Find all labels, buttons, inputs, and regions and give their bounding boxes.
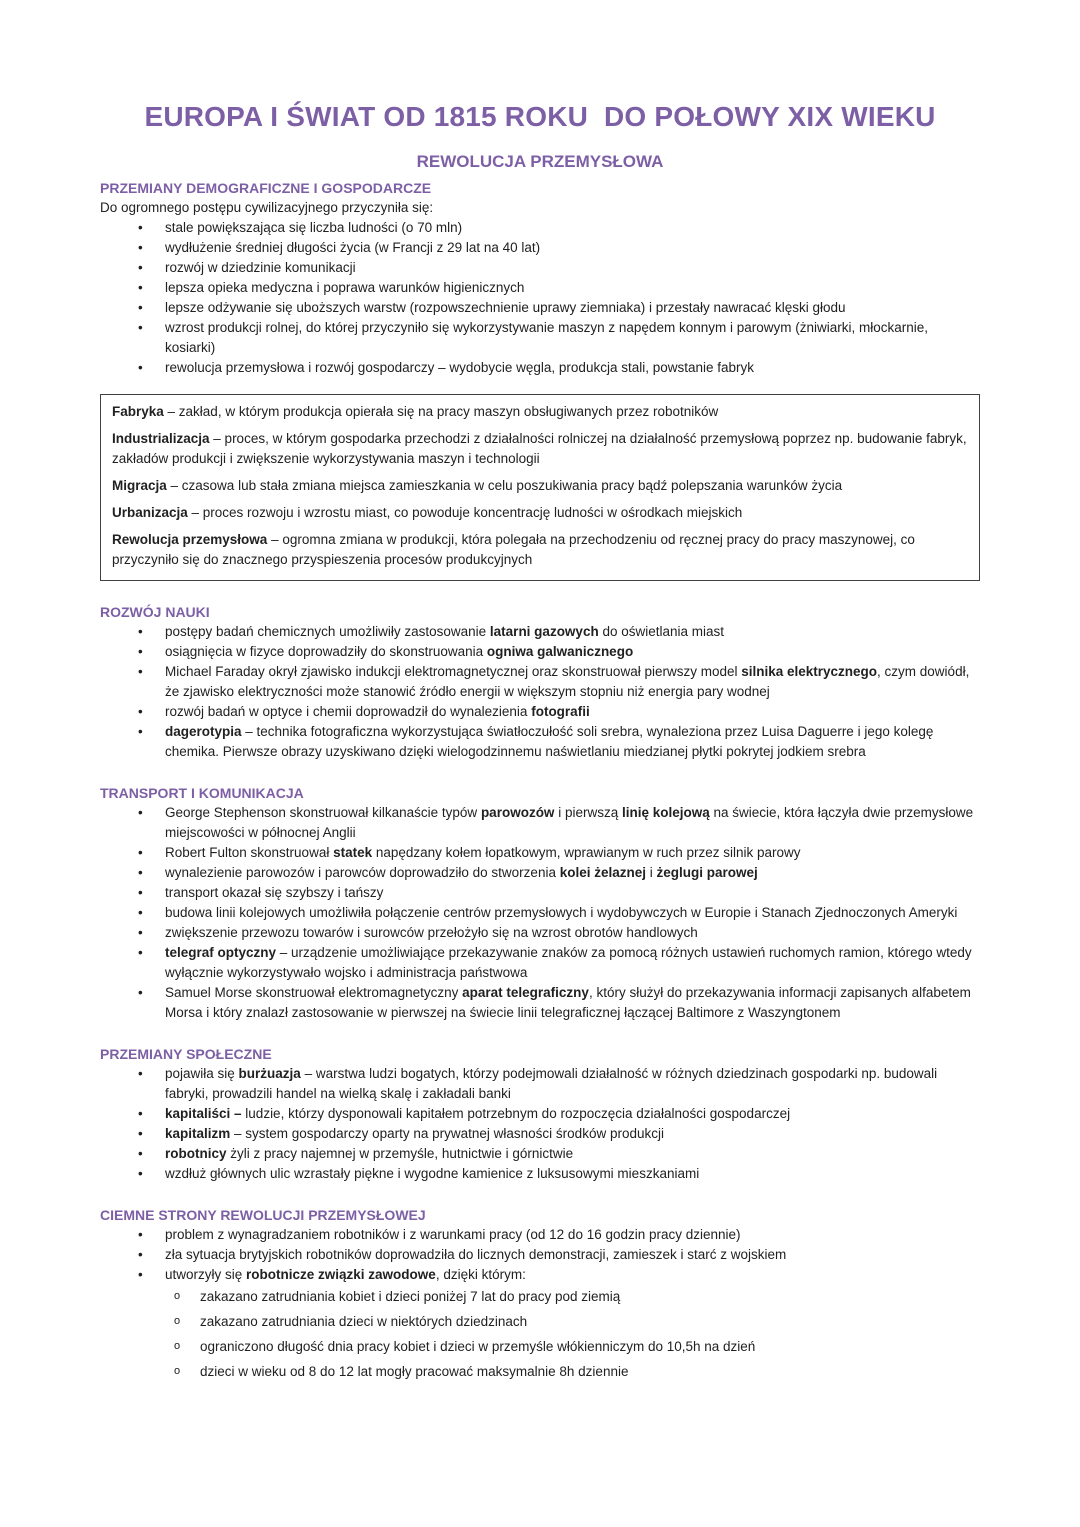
text-run: , czym dowiódł, że zjawisko elektryczności może stanowić źródło energii w większym stopniu niż energia pary wodnej: [165, 664, 970, 699]
bullet-item: [100, 298, 980, 318]
sub-bullet-list: [165, 1287, 980, 1382]
text-run: , dzięki którym:: [435, 1267, 526, 1282]
bullet-item: [100, 238, 980, 258]
text-run: zła sytuacja brytyjskich robotników doprowadziła do licznych demonstracji, zamieszek i starć z wojskiem: [165, 1247, 787, 1262]
bullet-item: [100, 943, 980, 983]
bullet-item: [100, 1144, 980, 1164]
text-run: transport okazał się szybszy i tańszy: [165, 885, 384, 900]
section-heading: ROZWÓJ NAUKI: [100, 604, 210, 620]
bold-text-run: Migracja: [112, 478, 167, 493]
bullet-item: [100, 358, 980, 378]
bullet-list: [100, 1064, 980, 1184]
section-heading: CIEMNE STRONY REWOLUCJI PRZEMYSŁOWEJ: [100, 1207, 426, 1223]
text-run: Robert Fulton skonstruował: [165, 845, 334, 860]
bullet-item: [100, 722, 980, 762]
bullet-list: [100, 622, 980, 762]
text-run: rozwój w dziedzinie komunikacji: [165, 260, 356, 275]
bold-text-run: Rewolucja przemysłowa: [112, 532, 268, 547]
bold-text-run: kolei żelaznej: [559, 865, 647, 880]
bold-text-run: aparat telegraficzny: [462, 985, 589, 1000]
bullet-item: [100, 642, 980, 662]
text-run: – warstwa ludzi bogatych, którzy podejmowali działalność w różnych dziedzinach gospodarki np. budowali fabryki, prowadzili handel na wielką skalę i zakładali banki: [165, 1066, 938, 1101]
text-run: – proces rozwoju i wzrostu miast, co powoduje koncentrację ludności w ośrodkach miejskich: [187, 505, 743, 520]
text-run: wzdłuż głównych ulic wzrastały piękne i wygodne kamienice z luksusowymi mieszkaniami: [165, 1166, 700, 1181]
definition-entry: [112, 503, 968, 523]
text-run: problem z wynagradzaniem robotników i z warunkami pracy (od 12 do 16 godzin pracy dziennie): [165, 1227, 741, 1242]
bold-text-run: latarni gazowych: [489, 624, 599, 639]
text-run: do oświetlania miast: [598, 624, 725, 639]
bullet-item: [100, 1104, 980, 1124]
text-run: napędzany kołem łopatkowym, wprawianym w ruch przez silnik parowy: [372, 845, 801, 860]
bullet-list: [100, 218, 980, 378]
bold-text-run: żeglugi parowej: [656, 865, 758, 880]
bullet-item: [100, 702, 980, 722]
bold-text-run: fotografii: [531, 704, 590, 719]
definitions-box: [100, 394, 980, 581]
sub-bullet-item: o dzieci w wieku od 8 do 12 lat mogły pracować maksymalnie 8h dziennie: [165, 1362, 980, 1382]
bullet-item: [100, 622, 980, 642]
bullet-list: [100, 1225, 980, 1382]
bold-text-run: parowozów: [480, 805, 555, 820]
bullet-item: [100, 1064, 980, 1104]
definition-entry: [112, 476, 968, 496]
text-run: , który służył do przekazywania informacji zapisanych alfabetem Morsa i który znalazł zastosowanie w pierwszej na świecie linii telegraficznej łączącej Baltimore z Waszyngtonem: [165, 985, 971, 1020]
document-sections: [100, 178, 980, 1382]
bold-text-run: Industrializacja: [112, 431, 210, 446]
text-run: żyli z pracy najemnej w przemyśle, hutnictwie i górnictwie: [226, 1146, 574, 1161]
text-run: wzrost produkcji rolnej, do której przyczyniło się wykorzystywanie maszyn z napędem konnym i parowym (żniwiarki, młockarnie, kosiarki): [165, 320, 929, 355]
bullet-item: [100, 923, 980, 943]
bullet-item: [100, 218, 980, 238]
bold-text-run: Urbanizacja: [112, 505, 188, 520]
text-run: – zakład, w którym produkcja opierała się na pracy maszyn obsługiwanych przez robotników: [163, 404, 719, 419]
text-run: – urządzenie umożliwiające przekazywanie znaków za pomocą różnych ustawień ruchomych ramion, którego wtedy wyłącznie wykorzystywało wojsko i administracja państwowa: [165, 945, 972, 980]
bullet-item: [100, 863, 980, 883]
text-run: i: [646, 865, 657, 880]
text-run: budowa linii kolejowych umożliwiła połączenie centrów przemysłowych i wydobywczych w Europie i Stanach Zjednoczonych Ameryki: [165, 905, 958, 920]
text-run: – ogromna zmiana w produkcji, która polegała na przechodzeniu od ręcznej pracy do pracy maszynowej, co przyczyniło się do znacznego przyspieszenia procesów produkcyjnych: [112, 532, 915, 567]
bullet-item: [100, 1225, 980, 1245]
text-run: – technika fotograficzna wykorzystująca światłoczułość soli srebra, wynaleziona przez Luisa Daguerre i jego kolegę chemika. Pierwsze obrazy uzyskiwano dzięki wielogodzinnemu naświetlaniu miedzianej płytki pokrytej jodkiem srebra: [165, 724, 934, 759]
bold-text-run: robotnicze związki zawodowe: [246, 1267, 436, 1282]
text-run: – proces, w którym gospodarka przechodzi z działalności rolniczej na działalność przemysłową poprzez np. budowanie fabryk, zakładów produkcji i zwiększenie wykorzystywania maszyn i technologii: [112, 431, 967, 466]
bold-text-run: robotnicy: [165, 1146, 227, 1161]
text-run: Samuel Morse skonstruował elektromagnetyczny: [165, 985, 463, 1000]
bullet-item: [100, 903, 980, 923]
text-run: wydłużenie średniej długości życia (w Francji z 29 lat na 40 lat): [165, 240, 541, 255]
section-heading: TRANSPORT I KOMUNIKACJA: [100, 785, 304, 801]
text-run: Michael Faraday okrył zjawisko indukcji elektromagnetycznej oraz skonstruował pierwszy model: [165, 664, 742, 679]
text-run: utworzyły się: [165, 1267, 247, 1282]
bold-text-run: kapitaliści –: [165, 1106, 242, 1121]
bullet-item: [100, 1124, 980, 1144]
bold-text-run: kapitalizm: [165, 1126, 231, 1141]
bold-text-run: linię kolejową: [621, 805, 710, 820]
text-run: stale powiększająca się liczba ludności (o 70 mln): [165, 220, 463, 235]
page-subtitle: REWOLUCJA PRZEMYSŁOWA: [416, 152, 664, 171]
text-run: pojawiła się: [165, 1066, 239, 1081]
text-run: lepsza opieka medyczna i poprawa warunków higienicznych: [165, 280, 525, 295]
bullet-item: [100, 983, 980, 1023]
text-run: osiągnięcia w fizyce doprowadziły do skonstruowania: [165, 644, 487, 659]
bold-text-run: statek: [333, 845, 373, 860]
sub-bullet-item: o ograniczono długość dnia pracy kobiet i dzieci w przemyśle włókienniczym do 10,5h na dzień: [165, 1337, 980, 1357]
section-przemiany-demograficzne-i-gospodarcze: [100, 178, 980, 378]
text-run: rozwój badań w optyce i chemii doprowadził do wynalezienia: [165, 704, 532, 719]
bullet-item: [100, 1265, 980, 1382]
text-run: George Stephenson skonstruował kilkanaście typów: [165, 805, 481, 820]
sub-bullet-item: o zakazano zatrudniania dzieci w niektórych dziedzinach: [165, 1312, 980, 1332]
bullet-item: [100, 662, 980, 702]
text-run: zwiększenie przewozu towarów i surowców przełożyło się na wzrost obrotów handlowych: [165, 925, 698, 940]
section-przemiany-spoleczne: [100, 1044, 980, 1184]
text-run: wynalezienie parowozów i parowców doprowadziło do stworzenia: [165, 865, 560, 880]
bullet-item: [100, 803, 980, 843]
section-intro: Do ogromnego postępu cywilizacyjnego przyczyniła się:: [100, 200, 434, 215]
section-transport-i-komunikacja: [100, 783, 980, 1023]
section-heading: PRZEMIANY DEMOGRAFICZNE I GOSPODARCZE: [100, 180, 432, 196]
bold-text-run: telegraf optyczny: [165, 945, 277, 960]
definition-entry: [112, 402, 968, 422]
bullet-item: [100, 843, 980, 863]
definition-entry: [112, 429, 968, 469]
bullet-item: [100, 318, 980, 358]
bold-text-run: Fabryka: [112, 404, 164, 419]
page-title: EUROPA I ŚWIAT OD 1815 ROKU DO POŁOWY XIX WIEKU: [144, 101, 936, 132]
section-heading: PRZEMIANY SPOŁECZNE: [100, 1046, 272, 1062]
bold-text-run: silnika elektrycznego: [741, 664, 878, 679]
text-run: ludzie, którzy dysponowali kapitałem potrzebnym do rozpoczęcia działalności gospodarczej: [241, 1106, 791, 1121]
text-run: lepsze odżywanie się uboższych warstw (rozpowszechnienie uprawy ziemniaka) i przestały nawracać klęski głodu: [165, 300, 846, 315]
bullet-item: [100, 1164, 980, 1184]
bullet-item: [100, 1245, 980, 1265]
text-run: – system gospodarczy oparty na prywatnej własności środków produkcji: [230, 1126, 664, 1141]
text-run: i pierwszą: [554, 805, 622, 820]
text-run: – czasowa lub stała zmiana miejsca zamieszkania w celu poszukiwania pracy bądź polepszania warunków życia: [166, 478, 843, 493]
text-run: na świecie, która łączyła dwie przemysłowe miejscowości w północnej Anglii: [165, 805, 974, 840]
bold-text-run: burżuazja: [238, 1066, 301, 1081]
text-run: postępy badań chemicznych umożliwiły zastosowanie: [165, 624, 490, 639]
bullet-item: [100, 258, 980, 278]
bullet-item: [100, 883, 980, 903]
bold-text-run: dagerotypia: [165, 724, 242, 739]
section-ciemne-strony-rewolucji-przemyslowej: [100, 1205, 980, 1382]
sub-bullet-item: o zakazano zatrudniania kobiet i dzieci poniżej 7 lat do pracy pod ziemią: [165, 1287, 980, 1307]
bullet-list: [100, 803, 980, 1023]
section-rozwoj-nauki: [100, 602, 980, 762]
bold-text-run: ogniwa galwanicznego: [486, 644, 634, 659]
bullet-item: [100, 278, 980, 298]
text-run: rewolucja przemysłowa i rozwój gospodarczy – wydobycie węgla, produkcja stali, powstanie fabryk: [165, 360, 755, 375]
definition-entry: [112, 530, 968, 570]
